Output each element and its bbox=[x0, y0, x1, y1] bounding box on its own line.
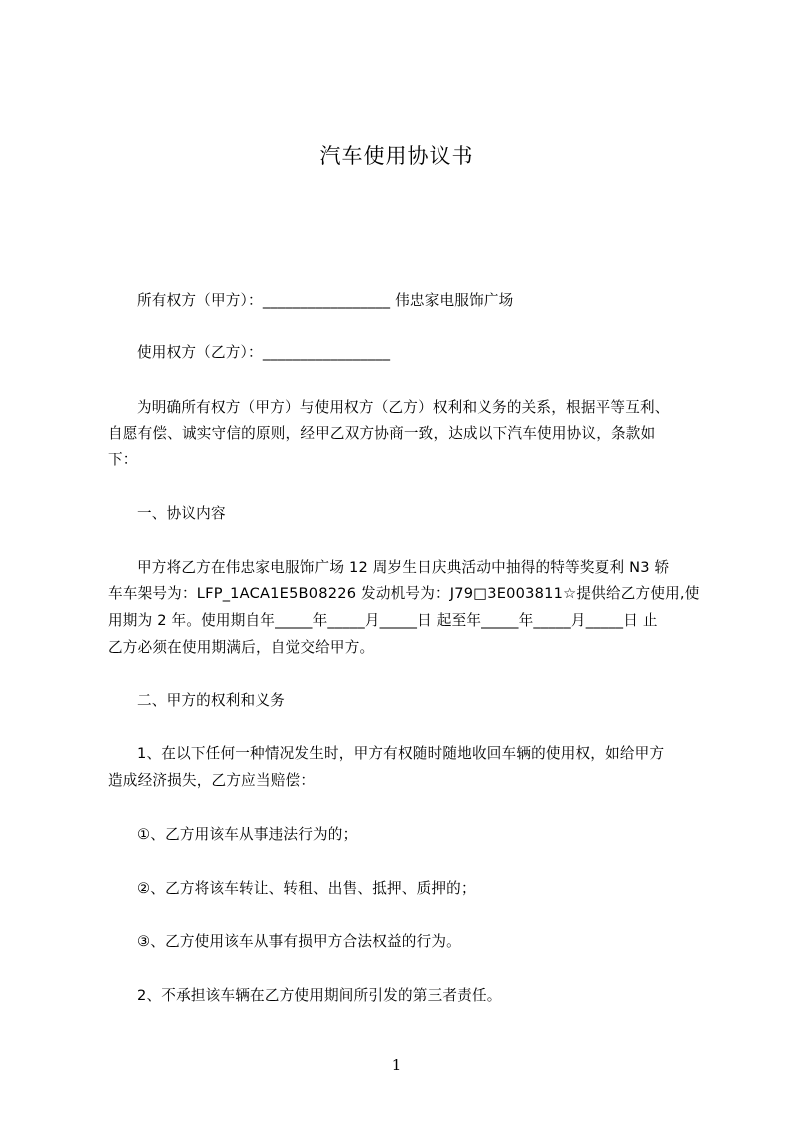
page-number: 1 bbox=[391, 1056, 402, 1074]
section-1-heading: 一、协议内容 bbox=[137, 505, 226, 522]
clause-1-line-2: 造成经济损失，乙方应当赔偿： bbox=[108, 772, 316, 789]
clause-1-item-2: ②、乙方将该车转让、转租、出售、抵押、质押的； bbox=[137, 880, 476, 897]
intro-paragraph-line-3: 下： bbox=[108, 451, 138, 468]
section-1-line-1: 甲方将乙方在伟忠家电服饰广场 12 周岁生日庆典活动中抽得的特等奖夏利 N3 轿 bbox=[137, 559, 670, 576]
clause-1-line-1: 1、在以下任何一种情况发生时，甲方有权随时随地收回车辆的使用权，如给甲方 bbox=[137, 745, 665, 762]
section-1-line-3: 用期为 2 年。使用期自年_____年_____月_____日 起至年_____年_____月_____日 止 bbox=[108, 612, 658, 629]
section-2-heading: 二、甲方的权利和义务 bbox=[137, 692, 285, 709]
section-1-line-4: 乙方必须在使用期满后，自觉交给甲方。 bbox=[108, 639, 375, 656]
clause-2-line: 2、不承担该车辆在乙方使用期间所引发的第三者责任。 bbox=[137, 987, 502, 1004]
clause-1-item-1: ①、乙方用该车从事违法行为的； bbox=[137, 826, 358, 843]
party-b-line: 使用权方（乙方）：_________________ bbox=[137, 344, 391, 361]
section-1-line-2: 车车架号为：LFP_1ACA1E5B08226 发动机号为：J79□3E003811☆提供给乙方使用,使 bbox=[108, 585, 700, 602]
intro-paragraph-line-2: 自愿有偿、诚实守信的原则，经甲乙双方协商一致，达成以下汽车使用协议，条款如 bbox=[108, 425, 656, 442]
party-a-line: 所有权方（甲方）：_________________ 伟忠家电服饰广场 bbox=[137, 292, 514, 309]
clause-1-item-3: ③、乙方使用该车从事有损甲方合法权益的行为。 bbox=[137, 933, 461, 950]
document-title: 汽车使用协议书 bbox=[319, 144, 474, 168]
intro-paragraph-line-1: 为明确所有权方（甲方）与使用权方（乙方）权利和义务的关系，根据平等互利、 bbox=[137, 399, 670, 416]
